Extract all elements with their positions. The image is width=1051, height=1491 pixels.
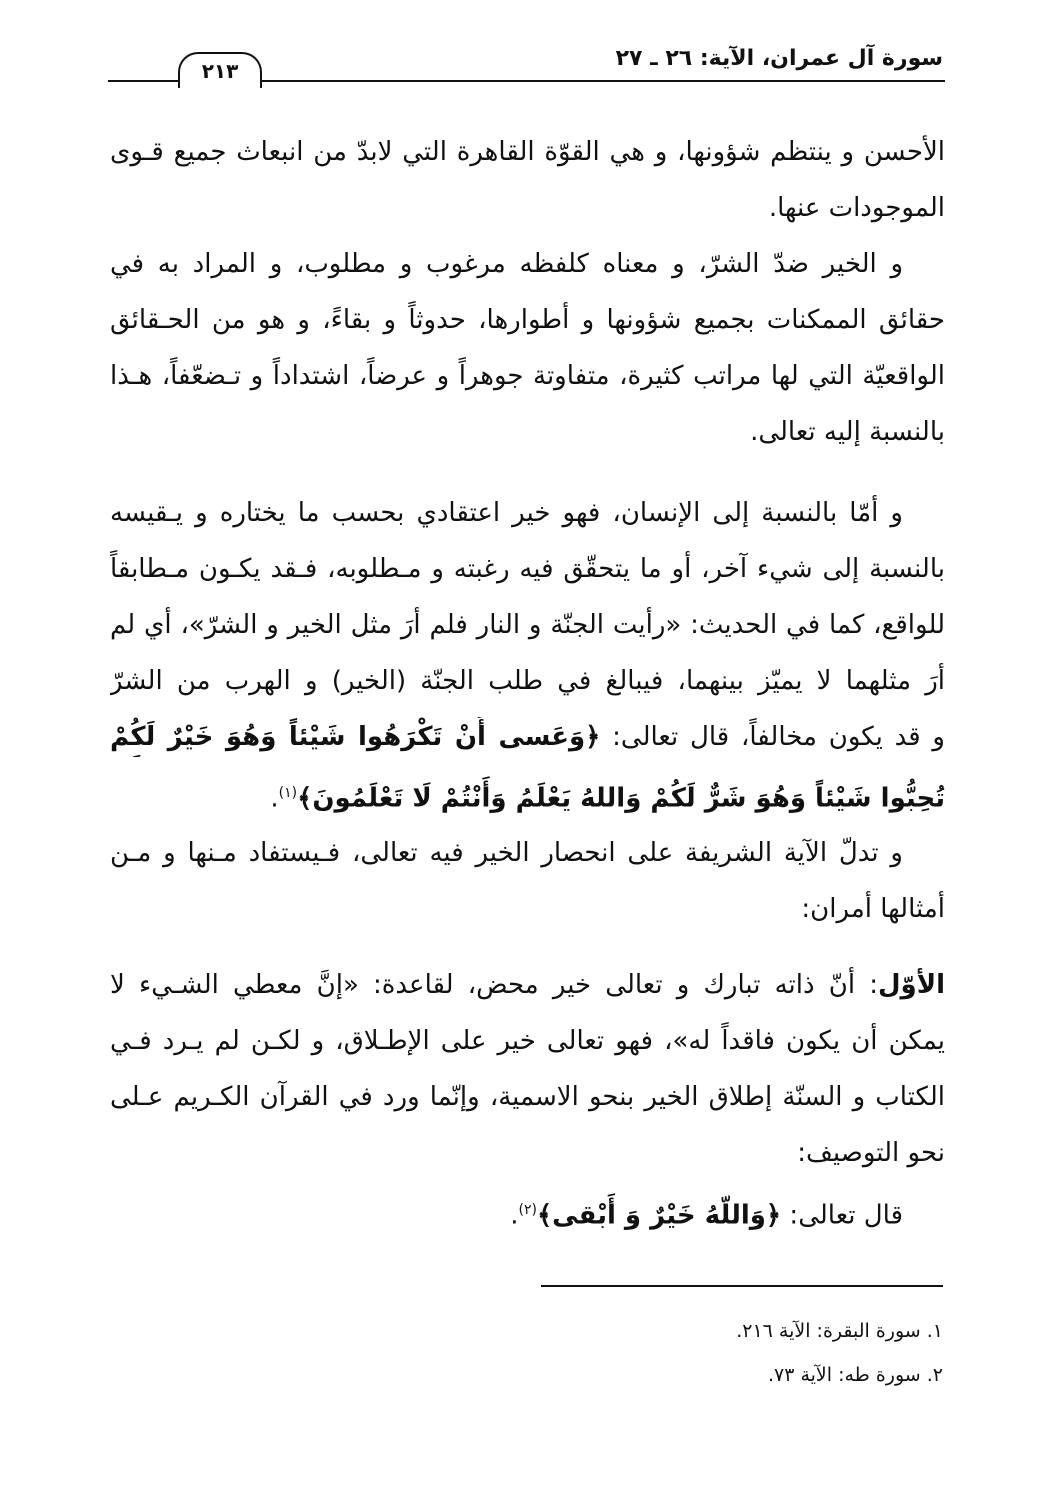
quran-quote: الأوّل — [878, 970, 945, 1000]
text-segment: بالنسبة إلى شيء آخر، أو ما يتحقّق فيه رغبته و مـطلوبه، فـقد يكـون مـطابقاً — [110, 554, 945, 584]
text-segment: و الخير ضدّ الشرّ، و معناه كلفظه مرغوب و مطلوب، و المراد به في — [110, 249, 903, 279]
quran-quote: ﴿وَاللّهُ خَيْرٌ وَ أَبْقى﴾ — [536, 1200, 782, 1231]
text-segment: أمثالها أمران: — [801, 894, 945, 924]
text-segment: بالنسبة إليه تعالى. — [750, 417, 945, 447]
footnote-ref: (٢) — [518, 1202, 537, 1218]
text-line — [110, 1133, 945, 1173]
quran-quote: تُحِبُّوا شَيْئاً وَهُوَ شَرٌّ لَكُمْ وَاللهُ يَعْلَمُ وَأَنْتُمْ لَا تَعْلَمُونَ﴾ — [297, 783, 945, 814]
text-line — [110, 549, 945, 589]
text-line — [110, 661, 945, 701]
text-segment: . — [510, 1200, 519, 1231]
text-segment: . — [270, 783, 279, 814]
footnote-separator — [541, 1285, 943, 1287]
text-line — [110, 717, 945, 757]
text-line — [110, 1190, 945, 1236]
footnote-1: ١. سورة البقرة: الآية ٢١٦. — [736, 1320, 943, 1342]
text-line — [110, 1021, 945, 1061]
text-segment: للواقع، كما في الحديث: «رأيت الجنّة و النار فلم أرَ مثل الخير و الشرّ»، أي لم — [110, 610, 945, 640]
text-line — [110, 300, 945, 340]
text-line — [110, 132, 945, 172]
text-segment: الواقعيّة التي لها مراتب كثيرة، متفاوتة جوهراً و عرضاً، اشتداداً و تـضعّفاً، هـذا — [110, 361, 945, 391]
text-segment: يمكن أن يكون فاقداً له»، فهو تعالى خير على الإطـلاق، و لكـن لم يـرد فـي — [110, 1026, 945, 1056]
text-line — [110, 889, 945, 929]
quran-quote: ﴿وَعَسى أَنْ تَكْرَهُوا شَيْئاً وَهُوَ خَيْرٌ لَكُمْ — [110, 722, 601, 752]
text-line — [110, 965, 945, 1005]
text-segment: نحو التوصيف: — [797, 1138, 945, 1168]
page-number: ٢١٣ — [178, 52, 262, 88]
text-line — [110, 412, 945, 452]
text-line — [110, 1077, 945, 1117]
text-segment: حقائق الممكنات بجميع شؤونها و أطوارها، حدوثاً و بقاءً، و هو من الحـقائق — [110, 305, 945, 335]
text-line — [110, 356, 945, 396]
text-segment: و قد يكون مخالفاً، قال تعالى: — [600, 722, 945, 752]
text-line — [110, 605, 945, 645]
text-line — [110, 244, 945, 284]
text-segment: الكتاب و السنّة إطلاق الخير بنحو الاسمية، وإنّما ورد في القرآن الكـريم عـلى — [110, 1082, 945, 1112]
text-line — [110, 833, 945, 873]
text-segment: : أنّ ذاته تبارك و تعالى خير محض، لقاعدة: «إنَّ معطي الشـيء لا — [110, 970, 878, 1000]
text-segment: الموجودات عنها. — [768, 193, 945, 223]
text-line — [110, 188, 945, 228]
text-segment: و تدلّ الآية الشريفة على انحصار الخير فيه تعالى، فـيستفاد مـنها و مـن — [110, 838, 903, 868]
running-header-title: سورة آل عمران، الآية: ٢٦ ـ ٢٧ — [615, 46, 943, 71]
footnote-2: ٢. سورة طه: الآية ٧٣. — [767, 1364, 943, 1386]
text-line — [110, 773, 945, 819]
text-segment: أرَ مثلهما لا يميّز بينهما، فيبالغ في طلب الجنّة (الخير) و الهرب من الشرّ — [110, 666, 945, 696]
text-segment: قال تعالى: — [781, 1200, 903, 1231]
text-segment: و أمّا بالنسبة إلى الإنسان، فهو خير اعتقادي بحسب ما يختاره و يـقيسه — [110, 498, 903, 528]
text-segment: الأحسن و ينتظم شؤونها، و هي القوّة القاهرة التي لابدّ من انبعاث جميع قـوى — [110, 137, 945, 167]
text-line — [110, 493, 945, 533]
footnote-ref: (١) — [278, 785, 298, 801]
